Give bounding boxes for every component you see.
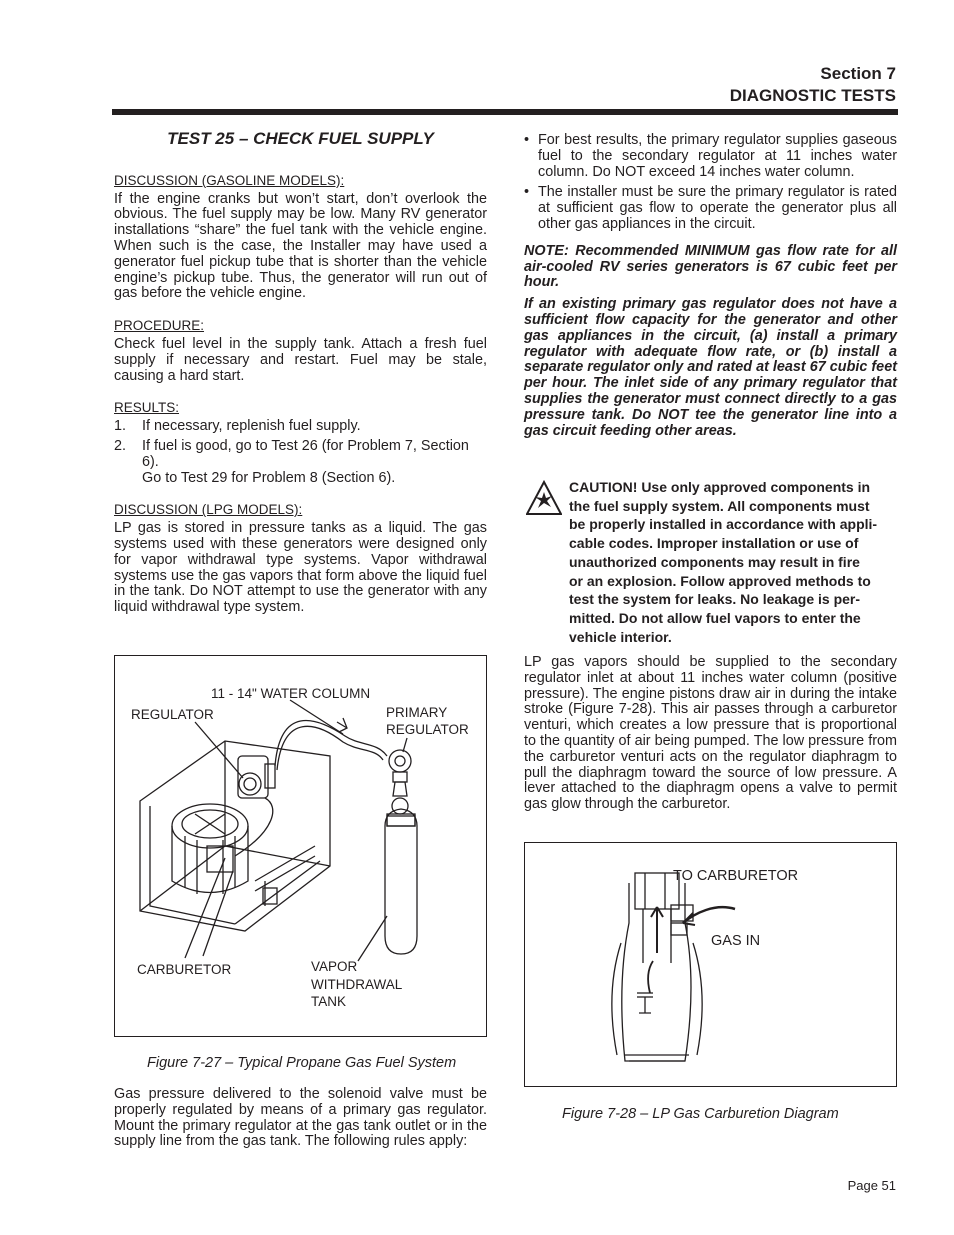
right-column-lp [524, 655, 897, 813]
right-column-top [524, 133, 897, 439]
bullet-item: • For best results, the primary regulator supplies gaseous fuel to the secondary regulator at 11 inches water column. Do NOT exceed 14 inches water column. [524, 132, 897, 180]
note-minimum-flow: NOTE: Recommended MINIMUM gas flow rate for all air-cooled RV series generators is 67 cubic feet per hour. [524, 242, 897, 291]
label-primary-regulator: REGULATOR [386, 722, 469, 737]
figure-7-28-caption: Figure 7-28 – LP Gas Carburetion Diagram [562, 1106, 839, 1122]
label-tank: TANK [311, 994, 347, 1009]
label-carburetor: CARBURETOR [137, 962, 232, 977]
results-heading: RESULTS: [114, 400, 180, 416]
caution-text: CAUTION! Use only approved components in the fuel supply system. All components must be properly installed in accordance with appli- cable codes. Improper installation or use of unauthorized components may result in fire or an explosion. Follow approved methods to test the system for leaks. No leakage is per- mitted. Do not allow fuel vapors to enter the vehicle interior. [569, 479, 878, 645]
left-column-top [114, 131, 487, 616]
section-number: Section 7 [820, 64, 896, 83]
test-title: TEST 25 – CHECK FUEL SUPPLY [167, 129, 434, 148]
procedure-text: Check fuel level in the supply tank. Attach a fresh fuel supply if necessary and restart. Fuel may be stale, causing a hard start. [114, 335, 487, 384]
procedure-heading: PROCEDURE: [114, 318, 205, 334]
note-regulator-capacity: If an existing primary gas regulator does not have a sufficient flow capacity for the generator and other gas appliances in the circuit, (a) install a primary regulator with adequate flow rate, or (b) install a separate regulator only and rated at least 67 cubic feet per hour. The inlet side of any primary regulator that supplies the generator must connect directly to a gas pressure tank. Do NOT tee the generator line into a gas circuit feeding other areas. [524, 296, 897, 439]
primary-regulator-text: Gas pressure delivered to the solenoid valve must be properly regulated by means of a primary gas regulator. Mount the primary regulator at the gas tank outlet or in the supply line from the gas tank. The following rules apply: [114, 1086, 487, 1150]
label-water-column: 11 - 14" WATER COLUMN [211, 686, 371, 701]
label-gas-in: GAS IN [711, 933, 761, 949]
label-vapor: VAPOR [311, 959, 358, 974]
label-primary: PRIMARY [386, 705, 448, 720]
result-item: 2. If fuel is good, go to Test 26 (for Problem 7, Section 6). Go to Test 29 for Problem 8 (Section 6). [114, 437, 469, 486]
lp-vapor-text: LP gas vapors should be supplied to the secondary regulator inlet at about 11 inches water column (positive pressure). The engine pistons draw air in during the intake stroke (Figure 7-28). This air passes through a carburetor venturi, which creates a low pressure that is proportional to the quantity of air being pumped. The low pressure from the carburetor venturi acts on the regulator diaphragm to pull the diaphragm toward the source of low pressure. A lever attached to the diaphragm opens a valve to permit gas glow through the carburetor. [524, 654, 897, 813]
label-withdrawal: WITHDRAWAL [311, 977, 403, 992]
label-to-carburetor: TO CARBURETOR [673, 868, 799, 884]
figure-lp-carburetion [524, 842, 897, 1087]
left-column-bottom [114, 1087, 487, 1150]
discussion-lpg-text: LP gas is stored in pressure tanks as a liquid. The gas systems used with these generators were designed only for vapor withdrawal type systems. Vapor withdrawal systems use the gas vapors that form above the liquid fuel in the tank. Do NOT attempt to use the generator with any liquid withdrawal type system. [114, 520, 487, 616]
warning-icon [526, 480, 562, 521]
figure-7-27-caption: Figure 7-27 – Typical Propane Gas Fuel System [147, 1055, 457, 1071]
bullet-item: • The installer must be sure the primary regulator is rated at sufficient gas flow to operate the generator plus all other gas appliances in the circuit. [524, 184, 897, 232]
result-item: 1. If necessary, replenish fuel supply. [114, 418, 361, 435]
discussion-gasoline-text: If the engine cranks but won’t start, don’t overlook the obvious. The fuel supply may be low. Many RV generator installations “share” the fuel tank with the vehicle engine. When such is the case, the Installer may have used a generator fuel pickup tube that is shorter than the vehicle engine’s pickup tube. Thus, the generator will run out of gas before the vehicle engine. [114, 190, 487, 302]
section-title: DIAGNOSTIC TESTS [729, 86, 896, 105]
header-rule [112, 109, 898, 115]
page-number: Page 51 [847, 1178, 896, 1193]
figure-propane-fuel-system [114, 655, 487, 1037]
label-regulator: REGULATOR [131, 707, 214, 722]
discussion-lpg-heading: DISCUSSION (LPG MODELS): [114, 502, 303, 518]
discussion-gasoline-heading: DISCUSSION (GASOLINE MODELS): [114, 172, 345, 188]
